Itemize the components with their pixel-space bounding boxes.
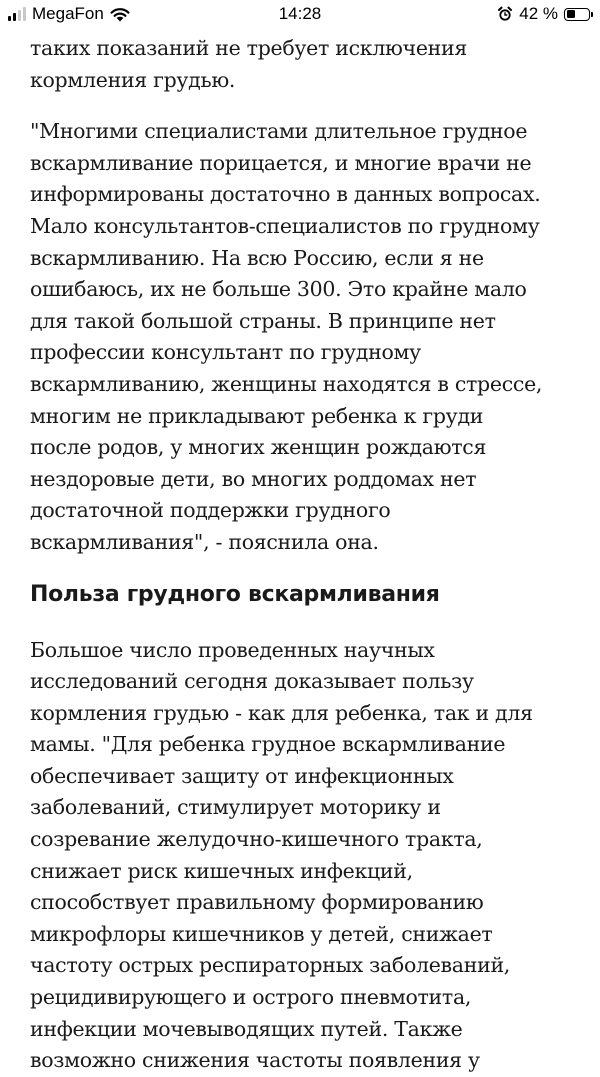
text-line: обеспечивает защиту от инфекционных <box>30 763 454 788</box>
text-line: микрофлоры кишечников у детей, снижает <box>30 921 493 946</box>
text-line: частоту острых респираторных заболеваний, <box>30 953 511 978</box>
text-line: профессии консультант по грудному <box>30 340 421 365</box>
text-line: рецидивирующего и острого пневмотита, <box>30 985 472 1010</box>
text-line: после родов, у многих женщин рождаются <box>30 435 487 460</box>
text-line: мамы. "Для ребенка грудное вскармливание <box>30 732 506 757</box>
text-line: способствует правильному формированию <box>30 890 484 915</box>
text-line: кормления грудью - как для ребенка, так и для <box>30 700 533 725</box>
text-line: достаточной поддержки грудного <box>30 498 391 523</box>
article-body <box>30 33 590 1077</box>
text-line: кормления грудью. <box>30 67 236 92</box>
battery-percent: 42 % <box>519 4 558 23</box>
text-line: инфекции мочевыводящих путей. Также <box>30 1016 463 1041</box>
text-line: вскармливания", - пояснила она. <box>30 529 379 554</box>
text-line: заболеваний, стимулирует моторику и <box>30 795 441 820</box>
section-heading: Польза грудного вскармливания <box>30 581 440 607</box>
text-line: снижает риск кишечных инфекций, <box>30 858 413 883</box>
text-line: Большое число проведенных научных <box>30 637 435 662</box>
status-bar-right <box>497 4 590 24</box>
text-line: вскармливанию. На всю Россию, если я не <box>30 245 484 270</box>
text-line: нездоровые дети, во многих роддомах нет <box>30 466 477 491</box>
text-line: ошибаюсь, их не больше 300. Это крайне мало <box>30 277 527 302</box>
text-line: "Многими специалистами длительное грудное <box>30 119 528 144</box>
battery-level <box>567 10 575 18</box>
paragraph-benefits <box>30 635 590 1077</box>
paragraph-quote <box>30 116 590 558</box>
text-line: Мало консультантов-специалистов по грудному <box>30 213 540 238</box>
text-line: таких показаний не требует исключения <box>30 36 468 60</box>
status-time: 14:28 <box>278 4 322 23</box>
status-bar <box>0 0 600 30</box>
text-line: возможно снижения частоты появления у <box>30 1048 480 1073</box>
text-line: исследований сегодня доказывает пользу <box>30 669 474 694</box>
battery-icon <box>564 8 590 21</box>
text-line: вскармливание порицается, и многие врачи не <box>30 150 532 175</box>
text-line: для такой большой страны. В принципе нет <box>30 308 496 333</box>
alarm-icon <box>497 6 513 22</box>
carrier-name: MegaFon <box>32 4 104 23</box>
text-line: многим не прикладывают ребенка к груди <box>30 403 484 428</box>
text-line: информированы достаточно в данных вопросах. <box>30 182 541 207</box>
text-line: созревание желудочно-кишечного тракта, <box>30 827 483 852</box>
text-line: вскармливанию, женщины находятся в стрессе, <box>30 371 543 396</box>
paragraph-intro <box>30 33 590 96</box>
